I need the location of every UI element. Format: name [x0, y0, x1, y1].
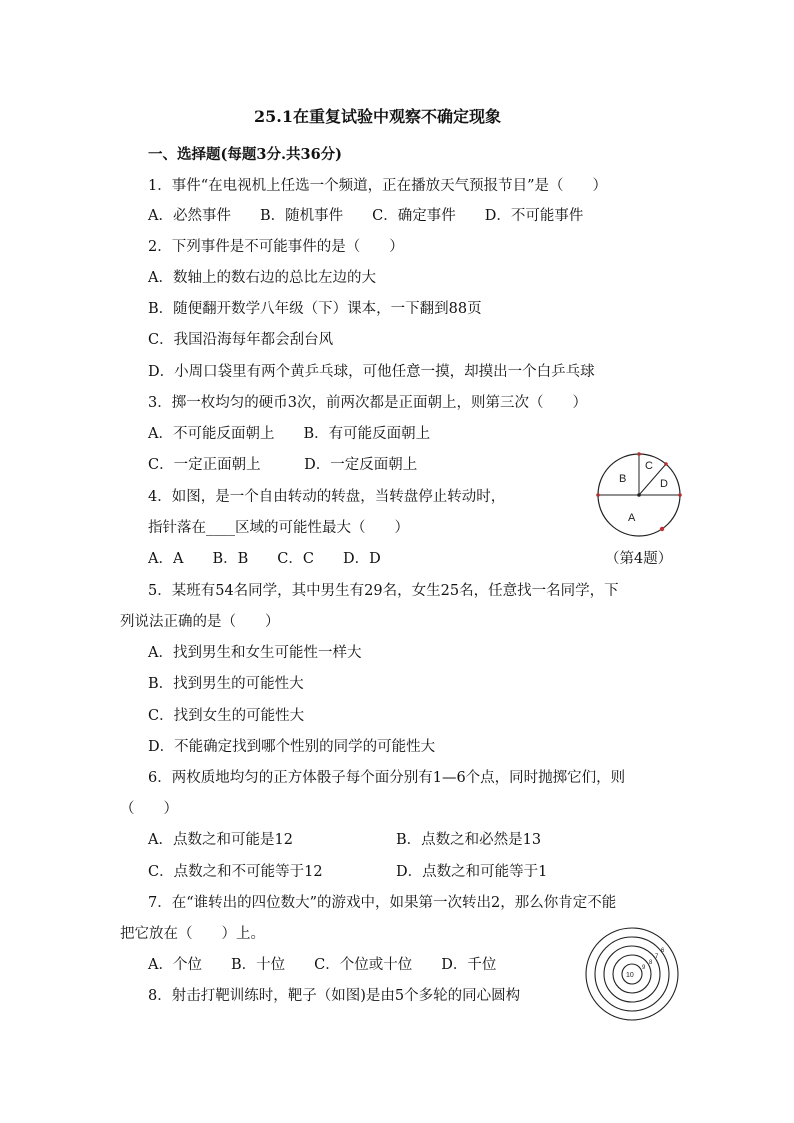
spinner-label-a: A: [628, 512, 636, 524]
question-3-options-ab: A．不可能反面朝上 B．有可能反面朝上: [148, 426, 431, 442]
question-6-option-a: A．点数之和可能是12: [148, 832, 293, 848]
question-2-option-d: D．小周口袋里有两个黄乒乓球，可他任意一摸，却摸出一个白乒乓球: [148, 364, 595, 380]
question-6: 6．两枚质地均匀的正方体骰子每个面分别有1—6个点，同时抛掷它们，则: [148, 770, 626, 786]
target-label-9: 9: [642, 965, 646, 971]
target-figure: [582, 924, 682, 1024]
question-8: 8．射击打靶训练时，靶子（如图)是由5个多轮的同心圆构: [148, 988, 521, 1004]
question-5-line-2: 列说法正确的是（ ）: [120, 614, 280, 630]
spinner-point: [660, 527, 664, 531]
spinner-figure: [594, 450, 686, 542]
section-heading: 一、选择题(每题3分.共36分): [148, 146, 343, 163]
question-1-options: A．必然事件 B．随机事件 C．确定事件 D．不可能事件: [148, 208, 584, 224]
target-label-8: 8: [649, 960, 653, 966]
spinner-center: [637, 493, 641, 497]
question-6-line-2: （ ）: [120, 801, 178, 817]
spinner-point: [678, 493, 682, 497]
question-6-option-d: D．点数之和可能等于1: [396, 864, 548, 880]
spinner-label-b: B: [619, 473, 627, 485]
question-6-option-c: C．点数之和不可能等于12: [148, 864, 323, 880]
question-7: 7．在“谁转出的四位数大”的游戏中，如果第一次转出2，那么你肯定不能: [148, 895, 617, 911]
question-4: 4．如图，是一个自由转动的转盘，当转盘停止转动时，: [148, 489, 506, 505]
spinner-label-c: C: [645, 460, 653, 472]
question-4-line-2: 指针落在____区域的可能性最大（ ）: [148, 520, 409, 536]
question-1: 1．事件“在电视机上任选一个频道，正在播放天气预报节目”是（ ）: [148, 178, 608, 194]
figure-4-caption: （第4题）: [605, 551, 673, 567]
question-5-option-c: C．找到女生的可能性大: [148, 708, 305, 724]
spinner-point: [637, 452, 641, 456]
question-7-options: A．个位 B．十位 C．个位或十位 D．千位: [148, 957, 497, 973]
question-5: 5．某班有54名同学，其中男生有29名，女生25名，任意找一名同学，下: [148, 583, 619, 599]
question-3-options-cd: C．一定正面朝上 D．一定反面朝上: [148, 457, 418, 473]
question-2-option-a: A．数轴上的数右边的总比左边的大: [148, 270, 376, 286]
question-2-option-b: B．随便翻开数学八年级（下）课本，一下翻到88页: [148, 301, 482, 317]
page-title: 25.1在重复试验中观察不确定现象: [254, 107, 501, 126]
question-2: 2．下列事件是不可能事件的是（ ）: [148, 239, 404, 255]
question-5-option-d: D．不能确定找到哪个性别的同学的可能性大: [148, 739, 436, 755]
question-2-option-c: C．我国沿海每年都会刮台风: [148, 332, 334, 348]
target-label-10: 10: [626, 972, 634, 979]
question-3: 3．掷一枚均匀的硬币3次，前两次都是正面朝上，则第三次（ ）: [148, 395, 587, 411]
question-5-option-b: B．找到男生的可能性大: [148, 676, 304, 692]
spinner-label-d: D: [660, 478, 668, 490]
question-5-option-a: A．找到男生和女生可能性一样大: [148, 645, 362, 661]
spinner-point: [664, 462, 668, 466]
target-label-6: 6: [661, 948, 665, 954]
question-7-line-2: 把它放在（ ）上。: [120, 926, 265, 942]
question-4-options: A．A B．B C．C D．D: [148, 551, 381, 567]
spinner-point: [596, 493, 600, 497]
target-label-7: 7: [655, 954, 659, 960]
question-6-option-b: B．点数之和必然是13: [396, 832, 542, 848]
